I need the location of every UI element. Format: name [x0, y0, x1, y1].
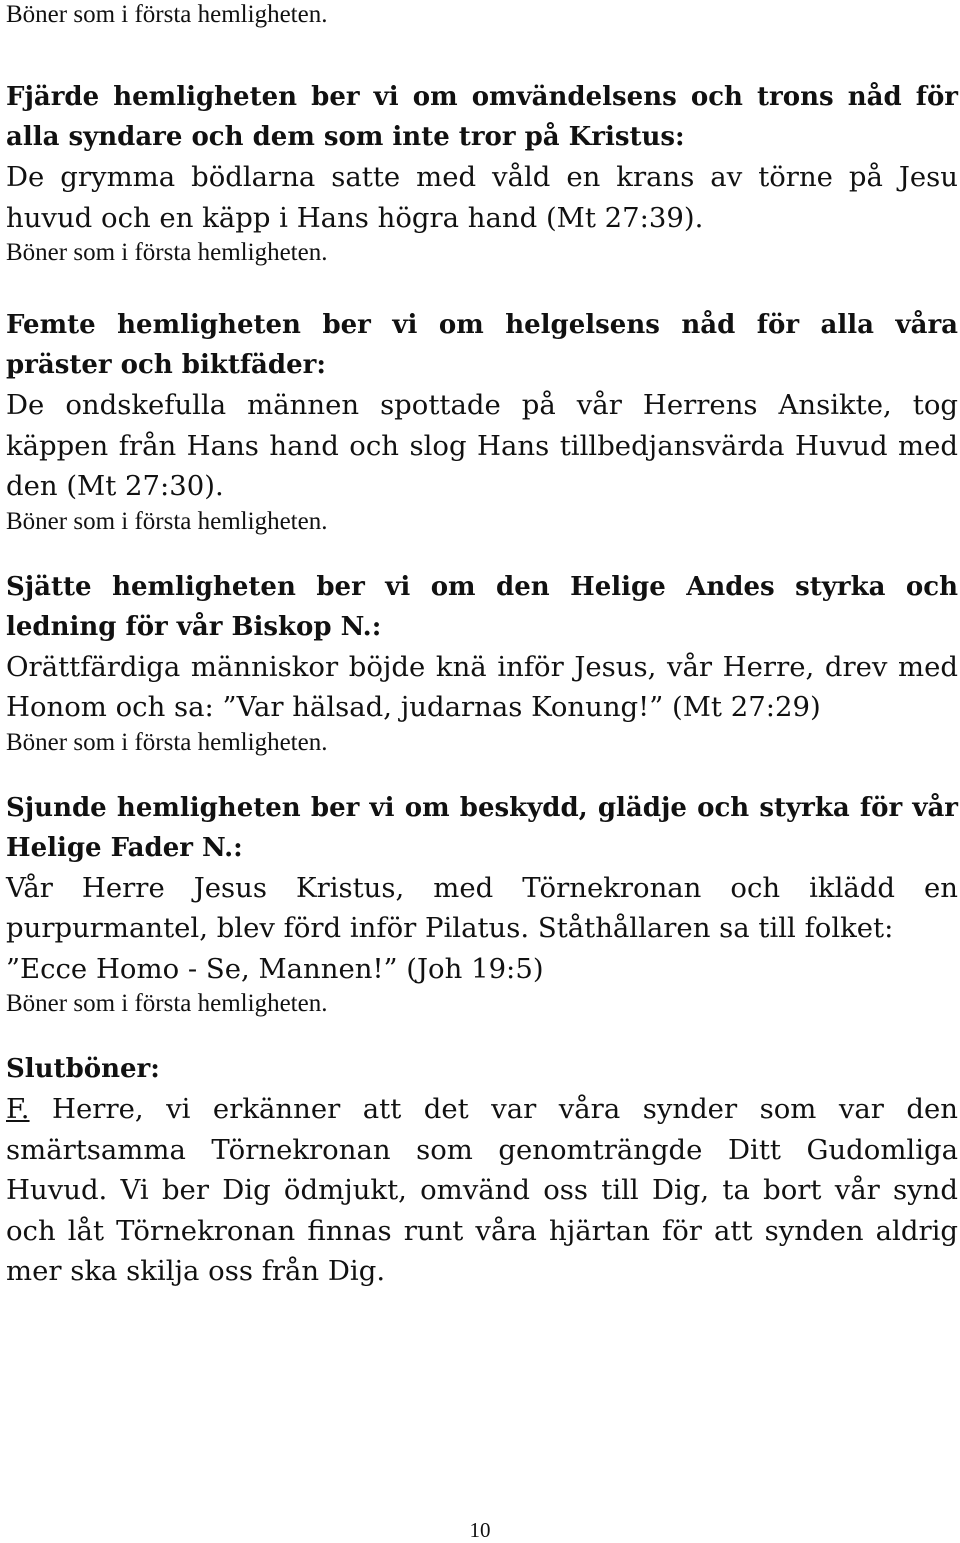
- document-page: [6, 0, 958, 1292]
- mystery-text: De ondskefulla männen spottade på vår Herrens Ansikte, tog käppen från Hans hand och slog Hans tillbedjansvärda Huvud med den (Mt 27:30).: [6, 389, 958, 502]
- closing-prayer-text: Herre, vi erkänner att det var våra synder som var den smärtsamma Törnekronan som genomträngde Ditt Gudomliga Huvud. Vi ber Dig ödmjukt, omvänd oss till Dig, ta bort vår synd och låt Törnekronan finnas runt våra hjärtan för att synden aldrig mer ska skilja oss från Dig.: [6, 1093, 958, 1287]
- mystery-heading: Sjätte hemligheten ber vi om den Helige Andes styrka och ledning för vår Biskop N.:: [6, 571, 958, 642]
- mystery-quote: ”Ecce Homo - Se, Mannen!” (Joh 19:5): [6, 952, 544, 985]
- closing-text: [6, 1089, 958, 1292]
- mystery-7: [6, 788, 958, 1020]
- closing-heading: Slutböner:: [6, 1054, 160, 1084]
- prayer-note: Böner som i första hemligheten.: [6, 1, 328, 28]
- prayer-note: Böner som i första hemligheten.: [6, 507, 328, 535]
- page-number: 10: [469, 1518, 491, 1542]
- mystery-5: [6, 305, 958, 537]
- mystery-6: [6, 567, 958, 758]
- mystery-text: Orättfärdiga människor böjde knä inför Jesus, vår Herre, drev med Honom och sa: ”Var hälsad, judarnas Konung!” (Mt 27:29): [6, 650, 958, 723]
- speaker-label: F.: [6, 1093, 30, 1125]
- mystery-text: Vår Herre Jesus Kristus, med Törnekronan och iklädd en purpurmantel, blev förd inför Pilatus. Ståthållaren sa till folket:: [6, 871, 958, 944]
- mystery-heading: Fjärde hemligheten ber vi om omvändelsens och trons nåd för alla syndare och dem som inte tror på Kristus:: [6, 82, 958, 152]
- closing-prayers: [6, 1049, 958, 1292]
- prayer-note: Böner som i första hemligheten.: [6, 239, 328, 266]
- mystery-text: De grymma bödlarna satte med våld en krans av törne på Jesu huvud och en käpp i Hans högra hand (Mt 27:39).: [6, 161, 958, 234]
- mystery-heading: Sjunde hemligheten ber vi om beskydd, glädje och styrka för vår Helige Fader N.:: [6, 792, 958, 863]
- prayer-note: Böner som i första hemligheten.: [6, 728, 328, 756]
- prayer-note: Böner som i första hemligheten.: [6, 990, 328, 1017]
- mystery-heading: Femte hemligheten ber vi om helgelsens nåd för alla våra präster och biktfäder:: [6, 310, 958, 380]
- mystery-4: [6, 77, 958, 268]
